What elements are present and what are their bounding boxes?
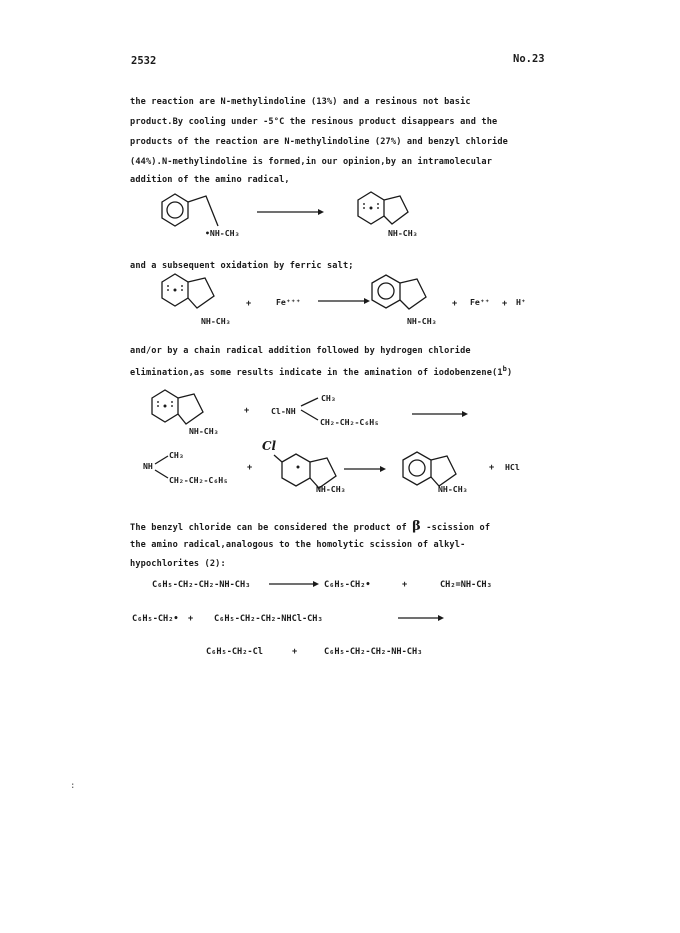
plus-sign: + xyxy=(244,406,250,416)
equation-reactant: C₆H₅-CH₂-CH₂-NHCl-CH₃ xyxy=(214,614,323,624)
body-text-line: hypochlorites (2): xyxy=(130,559,226,569)
body-text-line: and/or by a chain radical addition followed by hydrogen chloride xyxy=(130,346,471,356)
methyl-label: CH₃ xyxy=(321,393,336,403)
ferric-ion: Fe⁺⁺⁺ xyxy=(276,297,301,307)
intermediate-label: NH-CH₃ xyxy=(316,484,346,494)
radical-label: •NH-CH₃ xyxy=(205,228,240,238)
beta-symbol: β xyxy=(412,519,421,534)
equation-reactant: C₆H₅-CH₂-CH₂-NH-CH₃ xyxy=(152,580,251,590)
chain-label: CH₂-CH₂-C₆H₅ xyxy=(320,417,380,427)
reference-superscript: b xyxy=(502,365,508,373)
equation-product: CH₂=NH-CH₃ xyxy=(440,580,492,590)
margin-mark: : xyxy=(70,781,76,791)
chloramine-label: Cl-NH xyxy=(271,406,296,416)
body-text-line: The benzyl chloride can be considered the product of β -scission of xyxy=(130,519,491,534)
body-text-line: products of the reaction are N-methylindoline (27%) and benzyl chloride xyxy=(130,137,508,147)
plus-sign: + xyxy=(188,614,194,624)
methyl-label: CH₃ xyxy=(169,450,184,460)
body-text-line: elimination,as some results indicate in the amination of iodobenzene(1$^b$) xyxy=(130,365,513,378)
reactant-label: NH-CH₃ xyxy=(201,316,231,326)
body-text-line: the reaction are N-methylindoline (13%) and a resinous not basic xyxy=(130,97,471,107)
plus-sign: + xyxy=(402,580,408,590)
product-label: NH-CH₃ xyxy=(438,484,468,494)
equation-reactant: C₆H₅-CH₂• xyxy=(132,614,179,624)
journal-reference: No.23 xyxy=(513,53,545,65)
arrow-head xyxy=(438,615,444,621)
arrow-head xyxy=(313,581,319,587)
amino-radical-label: NH xyxy=(143,461,153,471)
ferrous-ion: Fe⁺⁺ xyxy=(470,297,490,307)
equation-product: C₆H₅-CH₂-CH₂-NH-CH₃ xyxy=(324,647,423,657)
page-number: 2532 xyxy=(131,55,157,67)
chlorine-label: Cl xyxy=(262,439,277,453)
equation-product: C₆H₅-CH₂-Cl xyxy=(206,647,263,657)
body-text-line: product.By cooling under -5°C the resinous product disappears and the xyxy=(130,117,498,127)
plus-sign: + xyxy=(502,299,508,309)
reactant-label: NH-CH₃ xyxy=(189,426,219,436)
plus-sign: + xyxy=(489,463,495,473)
plus-sign: + xyxy=(246,299,252,309)
equation-product: C₆H₅-CH₂• xyxy=(324,580,371,590)
plus-sign: + xyxy=(452,299,458,309)
product-label: NH-CH₃ xyxy=(388,228,418,238)
chain-label: CH₂-CH₂-C₆H₅ xyxy=(169,475,229,485)
hcl-label: HCl xyxy=(505,462,520,472)
plus-sign: + xyxy=(292,647,298,657)
body-text-line: and a subsequent oxidation by ferric salt; xyxy=(130,261,354,271)
product-label: NH-CH₃ xyxy=(407,316,437,326)
plus-sign: + xyxy=(247,463,253,473)
body-text-line: the amino radical,analogous to the homolytic scission of alkyl- xyxy=(130,540,466,550)
body-text-line: (44%).N-methylindoline is formed,in our opinion,by an intramolecular xyxy=(130,157,493,167)
body-text-line: addition of the amino radical, xyxy=(130,175,290,185)
proton: H⁺ xyxy=(516,297,526,307)
